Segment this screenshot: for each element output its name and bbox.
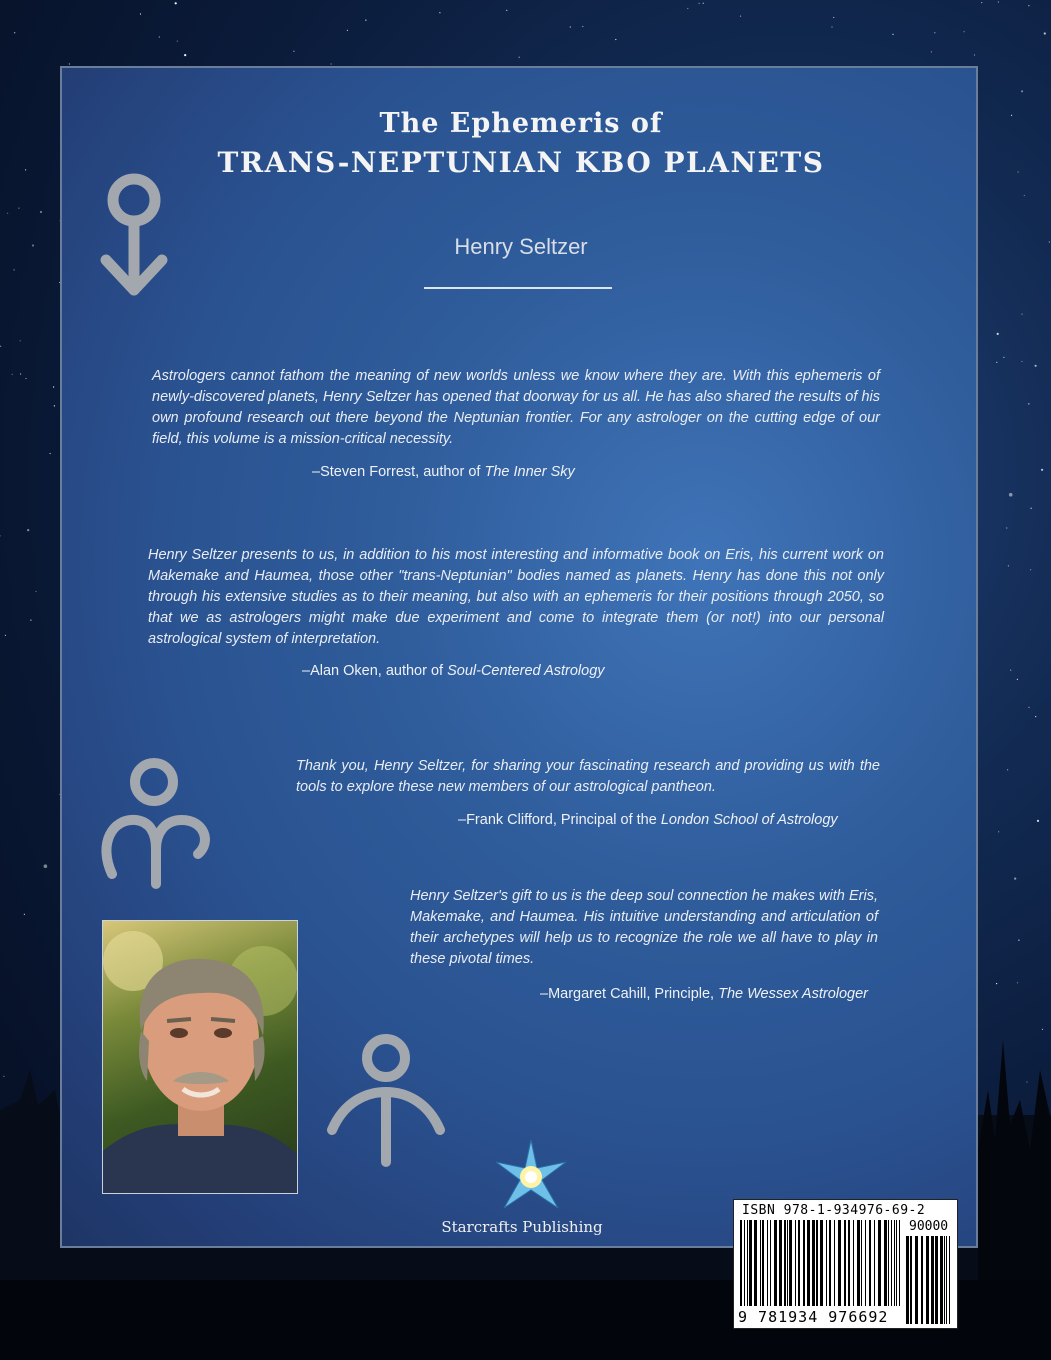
author-portrait-illustration	[103, 921, 298, 1194]
publisher-name: Starcrafts Publishing	[441, 1218, 603, 1236]
quote-cahill: Henry Seltzer's gift to us is the deep soul connection he makes with Eris, Makemake, and Haumea. His intuitive understanding and articulation of their archetypes will help us to recognize the role we all have to play in these pivotal times.	[410, 888, 878, 967]
attribution-cahill-work: The Wessex Astrologer	[718, 986, 869, 1002]
attribution-clifford-name: –Frank Clifford, Principal of the	[458, 812, 661, 828]
eris-glyph-icon	[94, 170, 184, 300]
attribution-cahill-name: –Margaret Cahill, Principle,	[540, 986, 719, 1002]
makemake-glyph-icon	[94, 754, 224, 894]
attribution-forrest	[312, 464, 575, 480]
quote-oken: Henry Seltzer presents to us, in addition to his most interesting and informative book on Eris, his current work on Makemake and Haumea, those other "trans-Neptunian" bodies named as planets. Henry has done this not only through his extensive studies as to their meaning, but also with an ephemeris for their positions through 2050, so that we as astrologers might make due experiment and come to integrate them (or not!) into our personal astrological system of interpretation.	[148, 547, 884, 647]
book-title-line-2: TRANS-NEPTUNIAN KBO PLANETS	[217, 146, 825, 179]
title-divider	[424, 287, 612, 289]
barcode-addon-code: 90000	[909, 1219, 949, 1234]
author-name: Henry Seltzer	[454, 234, 588, 259]
author-photo	[102, 920, 298, 1194]
quote-clifford: Thank you, Henry Seltzer, for sharing your fascinating research and providing us with the tools to explore these new members of our astrological pantheon.	[296, 758, 880, 795]
attribution-clifford	[458, 812, 838, 828]
haumea-glyph-icon	[324, 1030, 454, 1170]
isbn-barcode	[733, 1199, 958, 1329]
barcode-digits: 9 781934 976692	[738, 1308, 889, 1326]
isbn-text: ISBN 978-1-934976-69-2	[742, 1203, 926, 1218]
back-cover-panel	[60, 66, 978, 1248]
attribution-oken-work: Soul-Centered Astrology	[447, 663, 605, 679]
attribution-clifford-work: London School of Astrology	[660, 812, 838, 828]
attribution-forrest-work: The Inner Sky	[484, 464, 575, 480]
attribution-forrest-name: –Steven Forrest, author of	[312, 464, 485, 480]
book-title-line-1: The Ephemeris of	[379, 108, 663, 139]
starcrafts-star-logo	[492, 1138, 570, 1216]
attribution-oken	[302, 663, 605, 679]
quote-forrest: Astrologers cannot fathom the meaning of new worlds unless we know where they are. With this ephemeris of newly-discovered planets, Henry Seltzer has opened that doorway for us all. He has also shared the results of his own profound research out there beyond the Neptunian frontier. For any astrologer on the cutting edge of our field, this volume is a mission-critical necessity.	[152, 368, 880, 447]
attribution-cahill	[540, 986, 868, 1002]
attribution-oken-name: –Alan Oken, author of	[302, 663, 448, 679]
